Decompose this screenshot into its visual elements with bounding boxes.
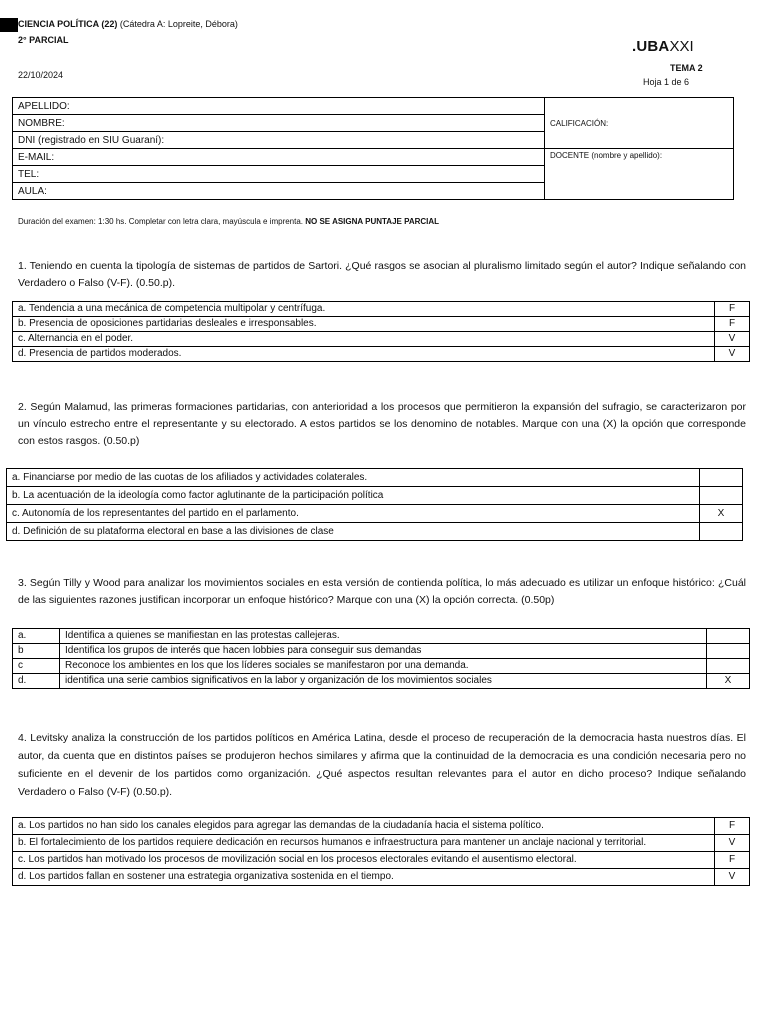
answer-cell[interactable]: X: [700, 505, 743, 523]
question-4-prompt: 4. Levitsky analiza la construcción de los partidos políticos en América Latina, desde el proceso de recuperación de la democracia hasta nuestros días. El autor, da cuenta que en distintos países se produjeron hechos similares y afirma que la continuidad de la democracia es una condición necesaria pero no suficiente en el devenir de los partidos como organización. ¿Qué aspectos resultan relevantes para el autor en dicho proceso? Indique señalando Verdadero o Falso (V-F) (0.50.p).: [18, 732, 746, 798]
table-row: b Identifica los grupos de interés que hacen lobbies para conseguir sus demandas: [13, 644, 750, 659]
uba-xxi-logo: .UBAXXI: [632, 38, 694, 55]
question-3-table: [12, 628, 750, 689]
table-row: a. Financiarse por medio de las cuotas de los afiliados y actividades colaterales.: [7, 469, 743, 487]
calificacion-field[interactable]: CALIFICACIÓN:: [545, 98, 734, 149]
course-title: CIENCIA POLÍTICA (22) (Cátedra A: Lopreite, Débora): [18, 19, 238, 29]
exam-date: 22/10/2024: [18, 70, 64, 80]
table-row: d. Definición de su plataforma electoral en base a las divisiones de clase: [7, 523, 743, 541]
question-1-table: [12, 301, 750, 362]
answer-cell[interactable]: F: [715, 852, 750, 869]
question-3-prompt: 3. Según Tilly y Wood para analizar los movimientos sociales en esta versión de contienda política, lo más adecuado es utilizar un enfoque histórico: ¿Cuál de las siguientes razones justifican incorporar un enfoque histórico? Marque con una (X) la opción correcta. (0.50p): [18, 577, 746, 606]
answer-cell[interactable]: V: [715, 835, 750, 852]
question-2-table: [6, 468, 743, 541]
answer-cell[interactable]: [707, 629, 750, 644]
table-row: b. Presencia de oposiciones partidarias desleales e irresponsables. F: [13, 317, 750, 332]
exam-name: 2° PARCIAL: [18, 35, 69, 45]
table-row: a. Identifica a quienes se manifiestan en las protestas callejeras.: [13, 629, 750, 644]
question-1-prompt: 1. Teniendo en cuenta la tipología de sistemas de partidos de Sartori. ¿Qué rasgos se asocian al pluralismo limitado según el autor? Indique señalando con Verdadero o Falso (V-F). (0.50.p).: [18, 260, 746, 289]
tema-label: TEMA 2: [670, 63, 703, 73]
answer-cell[interactable]: V: [715, 332, 750, 347]
table-row: b. La acentuación de la ideología como factor aglutinante de la participación política: [7, 487, 743, 505]
exam-instructions: Duración del examen: 1:30 hs. Completar con letra clara, mayúscula e imprenta. NO SE ASIGNA PUNTAJE PARCIAL: [18, 217, 440, 226]
answer-cell[interactable]: [700, 523, 743, 541]
table-row: a. Los partidos no han sido los canales elegidos para agregar las demandas de la ciudadanía hacia el sistema político. F: [13, 818, 750, 835]
answer-cell[interactable]: [707, 644, 750, 659]
aula-field[interactable]: AULA:: [13, 183, 545, 200]
table-row: c. Alternancia en el poder. V: [13, 332, 750, 347]
answer-cell[interactable]: F: [715, 818, 750, 835]
table-row: c Reconoce los ambientes en los que los líderes sociales se manifestaron por una demanda.: [13, 659, 750, 674]
apellido-field[interactable]: APELLIDO:: [13, 98, 545, 115]
answer-cell[interactable]: [700, 487, 743, 505]
table-row: a. Tendencia a una mecánica de competencia multipolar y centrífuga. F: [13, 302, 750, 317]
student-info-table: [12, 97, 734, 200]
table-row: d. Presencia de partidos moderados. V: [13, 347, 750, 362]
question-2-prompt: 2. Según Malamud, las primeras formaciones partidarias, con anterioridad a los procesos que permitieron la expansión del sufragio, se caracterizaron por un vínculo estrecho entre el representante y su electorado. A estos partidos se los denomino de notables. Marque con una (X) la opción que corresponde con estos rasgos. (0.50.p): [18, 401, 746, 447]
redaction-bar: [0, 18, 18, 32]
tel-field[interactable]: TEL:: [13, 166, 545, 183]
answer-cell[interactable]: V: [715, 347, 750, 362]
docente-field[interactable]: DOCENTE (nombre y apellido):: [545, 149, 734, 200]
nombre-field[interactable]: NOMBRE:: [13, 115, 545, 132]
table-row: d. identifica una serie cambios significativos en la labor y organización de los movimientos sociales X: [13, 674, 750, 689]
table-row: d. Los partidos fallan en sostener una estrategia organizativa sostenida en el tiempo. V: [13, 869, 750, 886]
answer-cell[interactable]: [700, 469, 743, 487]
email-field[interactable]: E-MAIL:: [13, 149, 545, 166]
answer-cell[interactable]: V: [715, 869, 750, 886]
answer-cell[interactable]: F: [715, 317, 750, 332]
table-row: c. Autonomía de los representantes del partido en el parlamento. X: [7, 505, 743, 523]
dni-field[interactable]: DNI (registrado en SIU Guaraní):: [13, 132, 545, 149]
answer-cell[interactable]: X: [707, 674, 750, 689]
page-counter: Hoja 1 de 6: [643, 77, 690, 87]
question-4-table: [12, 817, 750, 886]
table-row: c. Los partidos han motivado los procesos de movilización social en los procesos electorales evitando el ausentismo electoral. F: [13, 852, 750, 869]
table-row: b. El fortalecimiento de los partidos requiere dedicación en recursos humanos e infraestructura para mantener un anclaje nacional y territorial. V: [13, 835, 750, 852]
answer-cell[interactable]: [707, 659, 750, 674]
answer-cell[interactable]: F: [715, 302, 750, 317]
